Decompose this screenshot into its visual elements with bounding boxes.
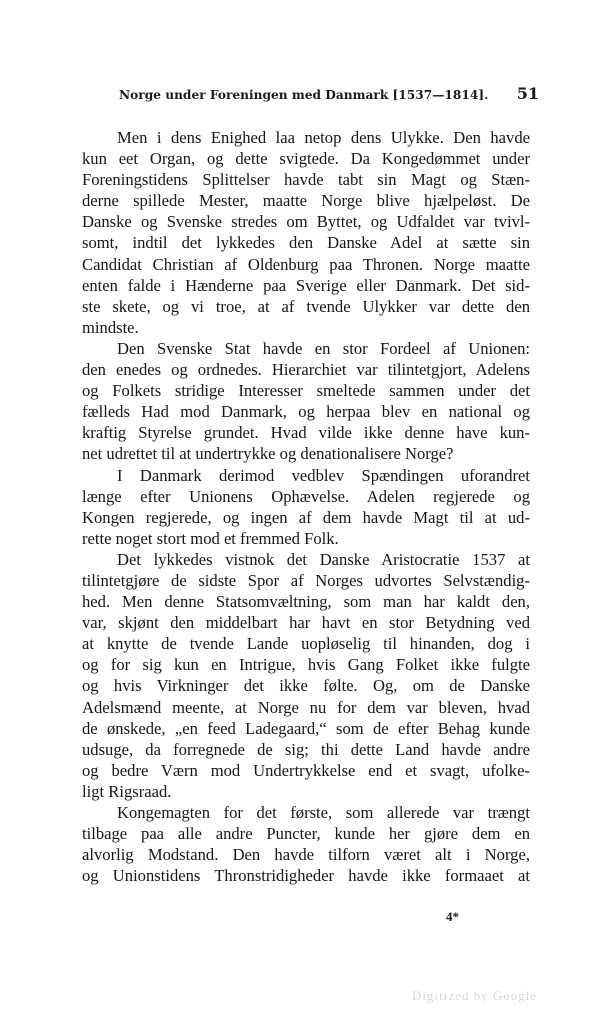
text-line: og bedre Værn mod Undertrykkelse end et svagt, ufolke- <box>82 760 530 780</box>
running-header <box>119 84 539 103</box>
text-line: mindste. <box>82 317 139 337</box>
text-line: Candidat Christian af Oldenburg paa Thronen. Norge maatte <box>82 254 530 274</box>
text-line: at knytte de tvende Lande uopløselig til hinanden, dog i <box>82 634 530 654</box>
text-line: kun eet Organ, og dette svigtede. Da Kongedømmet under <box>82 149 530 169</box>
text-line: kraftig Styrelse grundet. Hvad vilde ikke denne have kun- <box>82 423 530 443</box>
text-line: derne spillede Mester, maatte Norge blive hjælpeløst. De <box>82 191 530 211</box>
text-line: og Folkets stridige Interesser smeltede sammen under det <box>82 381 530 401</box>
text-line: net udrettet til at undertrykke og denationalisere Norge? <box>82 444 454 464</box>
text-line: Men i dens Enighed laa netop dens Ulykke. Den havde <box>117 128 530 147</box>
text-line: Danske og Svenske stredes om Byttet, og Udfaldet var tvivl- <box>82 212 530 232</box>
text-line: I Danmark derimod vedblev Spændingen uforandret <box>117 465 530 485</box>
text-line: og Unionstidens Thronstridigheder havde ikke formaaet at <box>82 866 530 886</box>
text-line: tilbage paa alle andre Puncter, kunde her gjøre dem en <box>82 824 530 844</box>
text-line: somt, indtil det lykkedes den Danske Adel at sætte sin <box>82 233 530 253</box>
text-line: var, skjønt den middelbart har havt en stor Betydning ved <box>82 613 530 633</box>
running-title: Norge under Foreningen med Danmark [1537—1814]. <box>119 88 489 102</box>
text-line: hed. Men denne Statsomvæltning, som man har kaldt den, <box>82 592 530 612</box>
text-line: enten falde i Hænderne paa Sverige eller Danmark. Det sid- <box>82 275 530 295</box>
text-line: de ønskede, „en feed Ladegaard,“ som de efter Behag kunde <box>82 718 530 738</box>
text-line: fælleds Had mod Danmark, og herpaa blev en national og <box>82 402 530 422</box>
signature-mark: 4* <box>446 909 459 924</box>
text-line: rette noget stort mod et fremmed Folk. <box>82 528 339 548</box>
text-line: Kongen regjerede, og ingen af dem havde Magt til at ud- <box>82 507 530 527</box>
text-line: og for sig kun en Intrigue, hvis Gang Folket ikke fulgte <box>82 655 530 675</box>
text-line: Adelsmænd meente, at Norge nu for dem var bleven, hvad <box>82 697 530 717</box>
text-line: tilintetgjøre de sidste Spor af Norges udvortes Selvstændig- <box>82 570 530 590</box>
body-text <box>82 127 530 886</box>
text-line: ligt Rigsraad. <box>82 781 172 801</box>
text-line: Kongemagten for det første, som allerede var trængt <box>117 803 530 822</box>
text-line: ste skete, og vi troe, at af tvende Ulykker var dette den <box>82 296 530 316</box>
text-line: Det lykkedes vistnok det Danske Aristocratie 1537 at <box>117 549 530 569</box>
text-line: alvorlig Modstand. Den havde tilforn været alt i Norge, <box>82 845 530 865</box>
text-line: den enedes og ordnedes. Hierarchiet var tilintetgjort, Adelens <box>82 360 530 380</box>
text-line: Foreningstidens Splittelser havde tabt sin Magt og Stæn- <box>82 170 530 190</box>
text-line: og hvis Virkninger det ikke følte. Og, om de Danske <box>82 676 530 696</box>
text-line: længe efter Unionens Ophævelse. Adelen regjerede og <box>82 486 530 506</box>
page-number: 51 <box>516 84 539 103</box>
text-line: udsuge, da forregnede de sig; thi dette Land havde andre <box>82 739 530 759</box>
watermark: Digitized by Google <box>412 988 538 1003</box>
text-line: Den Svenske Stat havde en stor Fordeel af Unionen: <box>117 338 530 358</box>
